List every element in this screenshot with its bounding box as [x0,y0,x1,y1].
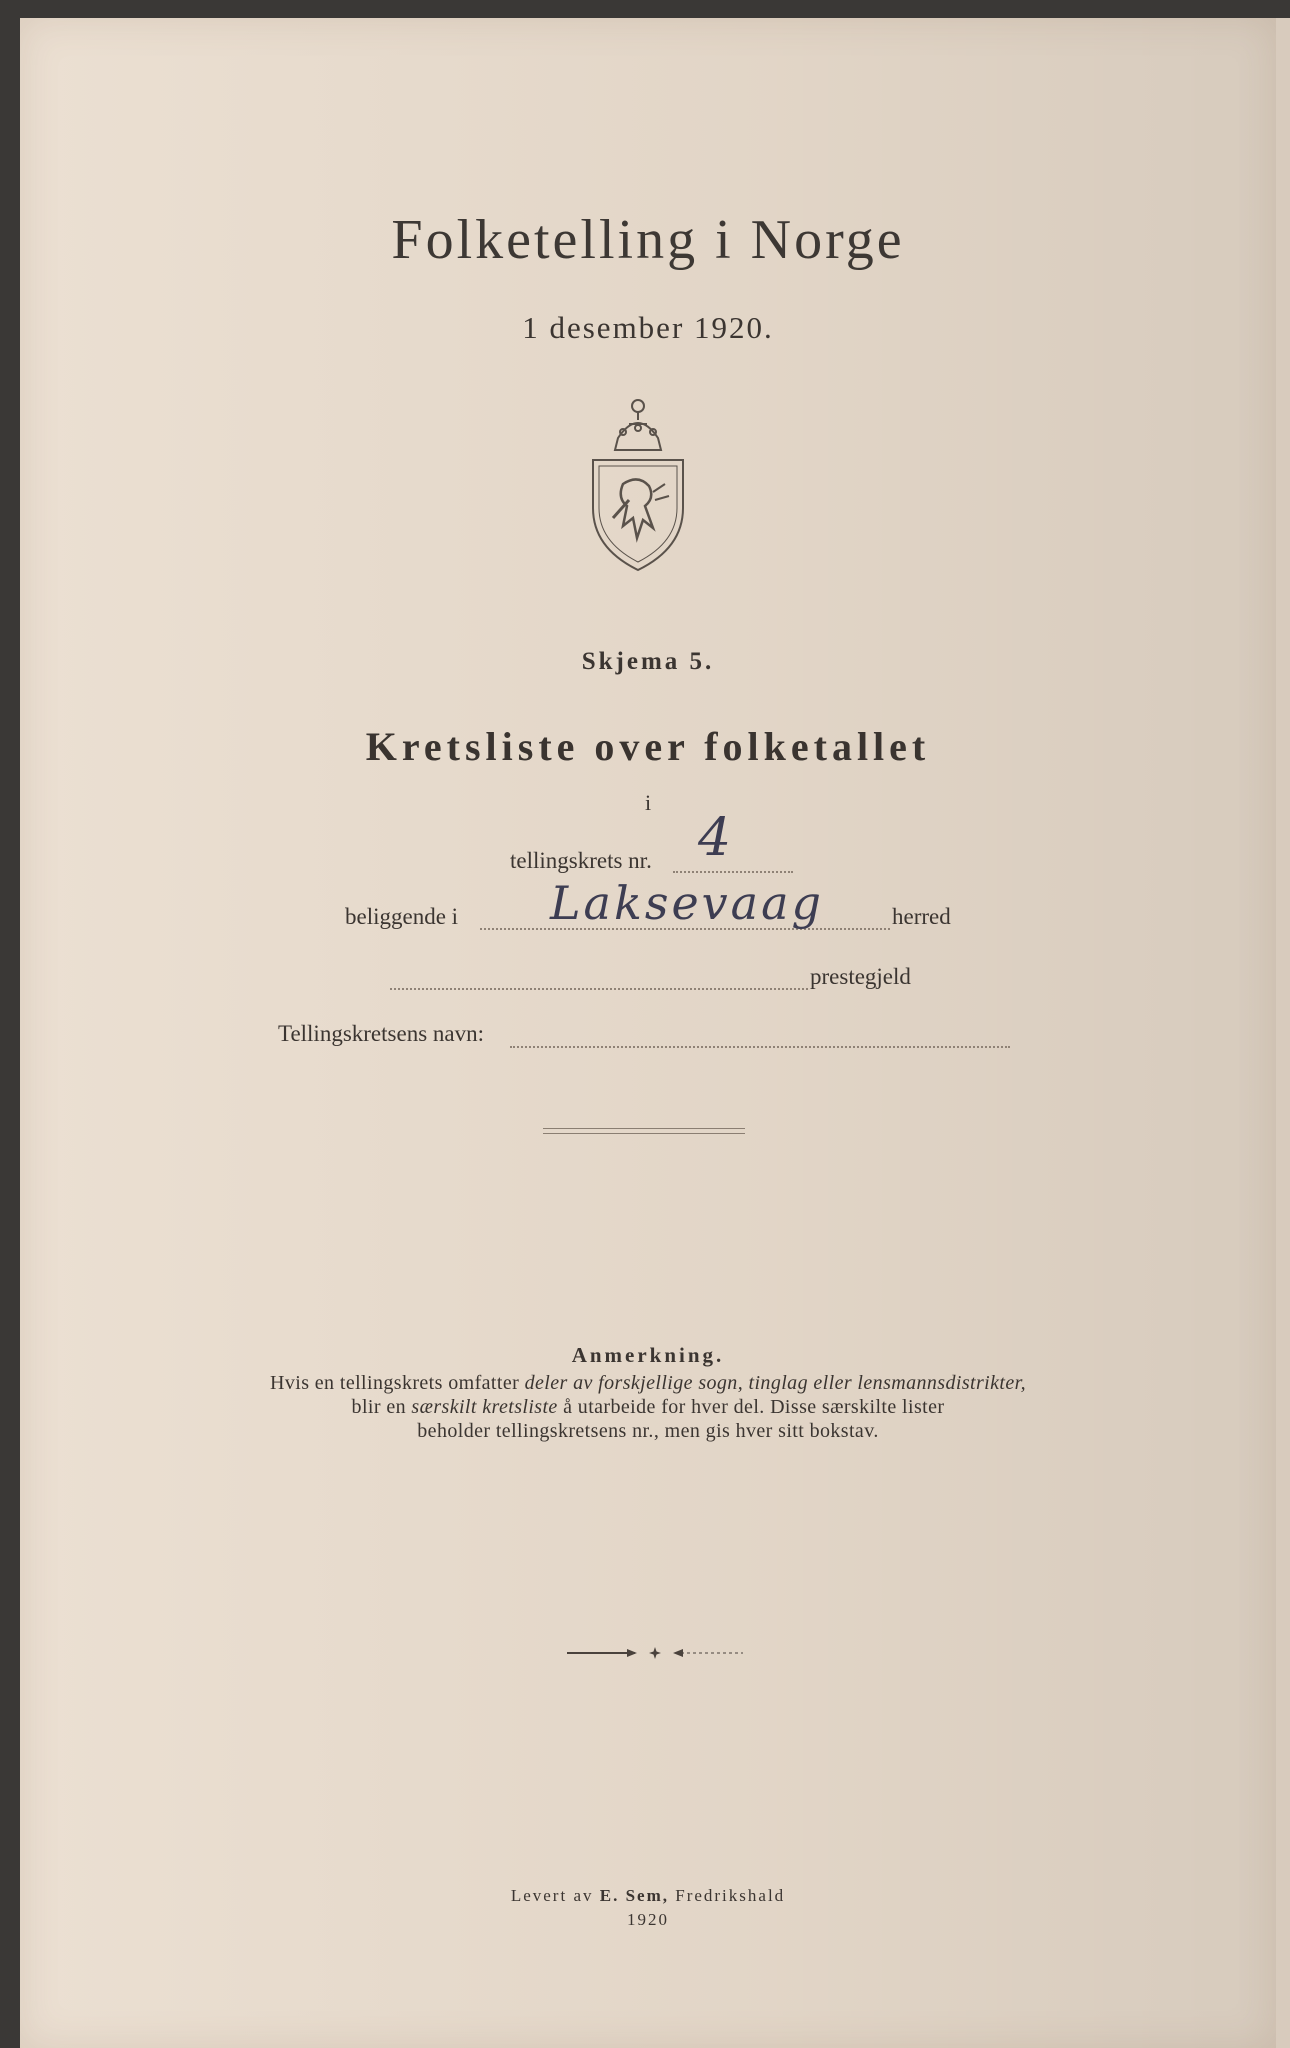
census-date: 1 desember 1920. [522,310,774,345]
parish-line [390,988,808,990]
norwegian-coat-of-arms-icon [583,388,693,578]
district-name-line [510,1046,1010,1048]
ornament-divider-icon [565,1645,745,1661]
note-line-1-text: Hvis en tellingskrets omfatter [270,1372,525,1394]
section-divider [543,1128,745,1134]
note-line-1 [20,1371,1276,1395]
printer-credit [20,1886,1276,1906]
printer-name: E. Sem, [599,1886,669,1905]
schema-number: Skjema 5. [581,648,715,675]
district-number-label: tellingskrets nr. [510,848,652,873]
municipality-handwritten: Laksevaag [550,876,824,930]
printer-credit-prefix: Levert av [510,1886,600,1905]
district-number-line [673,871,793,873]
note-line-2-text-b: å utarbeide for hver del. Disse særskilte lister [557,1396,945,1418]
note-line-1-italic: deler av forskjellige sogn, tinglag eller lensmannsdistrikter, [524,1372,1026,1394]
printer-city: Fredrikshald [668,1886,786,1905]
note-line-2-italic: særskilt kretsliste [411,1396,558,1418]
note-line-2 [20,1395,1276,1419]
note-line-2-text-a: blir en [351,1396,412,1418]
note-line-3: beholder tellingskretsens nr., men gis hver sitt bokstav. [417,1420,879,1442]
document-title: Folketelling i Norge [391,209,905,271]
form-heading: Kretsliste over folketallet [365,724,931,769]
located-in-label: beliggende i [345,904,459,929]
connector-word: i [644,790,652,815]
parish-label: prestegjeld [810,964,911,989]
herred-label: herred [892,904,951,929]
district-name-label: Tellingskretsens navn: [278,1021,484,1046]
note-title: Anmerkning. [571,1343,725,1367]
census-form-page [20,18,1276,2048]
printer-year: 1920 [627,1910,669,1929]
page-edge [1276,18,1290,2048]
district-number-handwritten: 4 [698,808,732,868]
